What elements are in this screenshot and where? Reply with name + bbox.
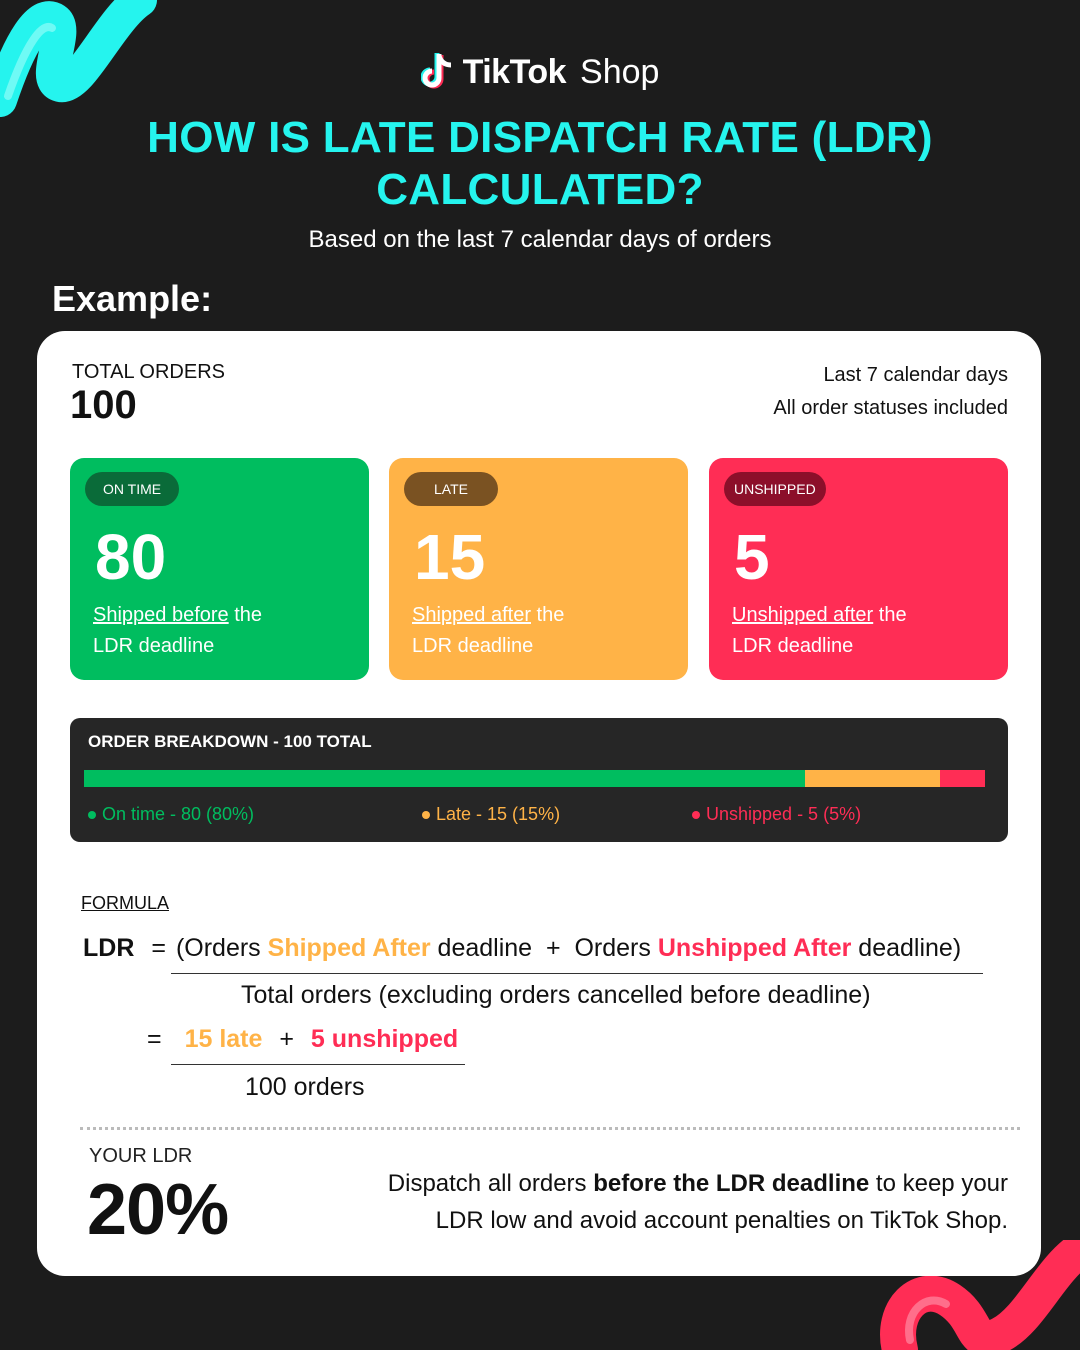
page-title — [0, 112, 1080, 216]
stat-card-unshipped — [709, 458, 1008, 680]
late-count: 15 late — [184, 1025, 263, 1053]
unshipped-after-highlight: Unshipped After — [657, 934, 852, 962]
desc-emphasis: Shipped before — [93, 604, 229, 626]
legend-unshipped — [692, 804, 861, 825]
tiktok-shop-logo — [0, 52, 1080, 92]
numerator-text: (Orders — [175, 934, 268, 962]
fraction-line — [171, 973, 983, 974]
stat-card-on-time — [70, 458, 369, 680]
stat-description — [412, 600, 672, 662]
bar-segment-on-time — [84, 770, 805, 787]
total-orders-label: TOTAL ORDERS — [72, 361, 225, 383]
formula-example-numerator — [147, 1025, 458, 1054]
legend-on-time — [88, 804, 254, 825]
bar-segment-unshipped — [940, 770, 985, 787]
tiktok-note-icon — [421, 52, 455, 92]
example-card — [37, 331, 1041, 1276]
ldr-symbol: LDR — [83, 934, 135, 962]
period-line: Last 7 calendar days — [823, 364, 1008, 386]
desc-line-2: LDR deadline — [93, 635, 215, 657]
breakdown-bar — [84, 770, 985, 787]
desc-line-2: LDR deadline — [412, 635, 534, 657]
plus-sign: + — [279, 1025, 294, 1053]
advice-bold: before the LDR deadline — [593, 1170, 870, 1197]
desc-rest: the — [228, 604, 263, 626]
stat-description — [93, 600, 353, 662]
desc-emphasis: Unshipped after — [732, 604, 874, 626]
legend-label: Unshipped - 5 (5%) — [706, 804, 862, 824]
desc-rest: the — [530, 604, 565, 626]
numerator-text: deadline + Orders — [430, 934, 658, 962]
legend-dot — [692, 811, 700, 819]
fraction-line — [171, 1064, 465, 1065]
formula-general-numerator — [83, 934, 961, 963]
legend-label: Late - 15 (15%) — [436, 804, 561, 824]
example-heading: Example: — [52, 278, 213, 319]
brand-name: TikTok — [462, 52, 567, 91]
legend-late — [422, 804, 560, 825]
title-line-2: CALCULATED? — [376, 165, 704, 214]
status-badge: LATE — [404, 472, 498, 506]
divider — [80, 1127, 1020, 1130]
breakdown-title: ORDER BREAKDOWN - 100 TOTAL — [88, 732, 372, 751]
equals-sign: = — [147, 1025, 162, 1053]
period-info — [773, 359, 1008, 425]
status-badge: ON TIME — [85, 472, 179, 506]
stat-description — [732, 600, 992, 662]
title-line-1: HOW IS LATE DISPATCH RATE (LDR) — [147, 113, 933, 162]
legend-dot — [88, 811, 96, 819]
page-subtitle: Based on the last 7 calendar days of orders — [308, 226, 772, 253]
advice-post: to keep your LDR low and avoid account penalties on TikTok Shop. — [435, 1170, 1008, 1234]
advice-pre: Dispatch all orders — [387, 1170, 594, 1197]
unshipped-count: 5 unshipped — [310, 1025, 459, 1053]
desc-rest: the — [873, 604, 907, 626]
numerator-text: deadline) — [851, 934, 962, 962]
equals-sign: = — [151, 934, 166, 962]
shipped-after-highlight: Shipped After — [267, 934, 431, 962]
total-orders-value: 100 — [70, 383, 137, 427]
stat-value: 80 — [95, 521, 167, 593]
formula-general-denominator: Total orders (excluding orders cancelled before deadline) — [241, 981, 871, 1009]
status-badge: UNSHIPPED — [724, 472, 826, 506]
your-ldr-label: YOUR LDR — [89, 1145, 193, 1167]
order-breakdown-panel — [70, 718, 1008, 842]
stat-value: 15 — [414, 521, 486, 593]
legend-label: On time - 80 (80%) — [102, 804, 255, 824]
stat-card-late — [389, 458, 688, 680]
legend-dot — [422, 811, 430, 819]
advice-text — [368, 1165, 1008, 1239]
stat-value: 5 — [734, 521, 770, 593]
bar-segment-late — [805, 770, 940, 787]
desc-emphasis: Shipped after — [412, 604, 531, 626]
your-ldr-value: 20% — [87, 1170, 229, 1250]
formula-example-denominator: 100 orders — [245, 1073, 365, 1101]
brand-suffix: Shop — [580, 52, 660, 91]
status-line: All order statuses included — [773, 397, 1008, 419]
desc-line-2: LDR deadline — [732, 635, 854, 657]
formula-label: FORMULA — [81, 893, 170, 913]
